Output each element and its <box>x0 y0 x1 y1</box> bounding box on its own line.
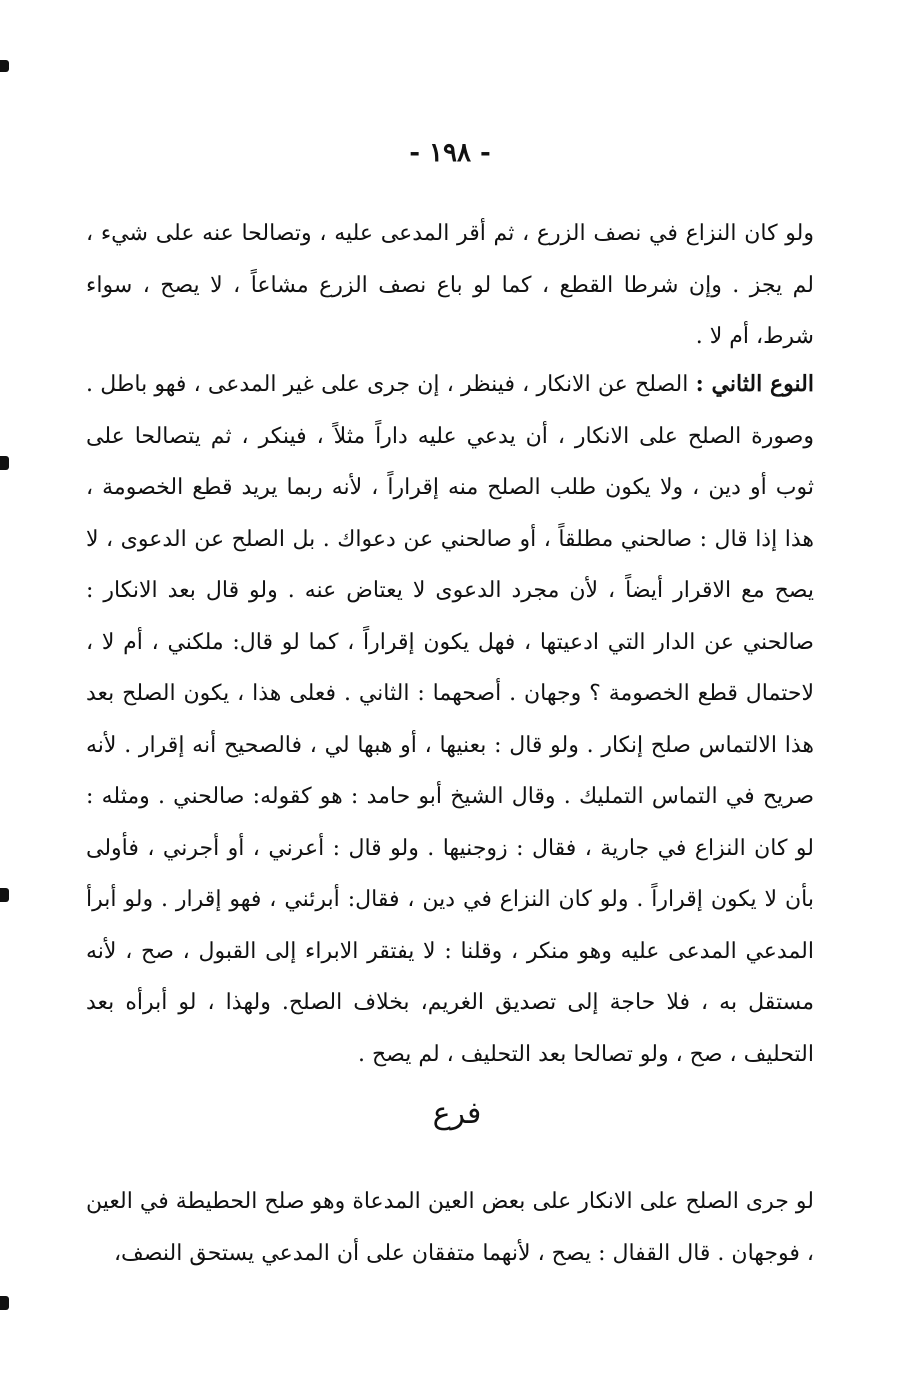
section-heading: فرع <box>432 1096 482 1131</box>
paragraph-1-text: ولو كان النزاع في نصف الزرع ، ثم أقر المدعى عليه ، وتصالحا عنه على شيء ، لم يجز . وإن شرطا القطع ، كما لو باع نصف الزرع مشاعاً ، لا يصح ، سواء شرط، أم لا . <box>86 221 814 349</box>
paragraph-2-lead: النوع الثاني : <box>695 371 814 397</box>
paragraph-2-text: الصلح عن الانكار ، فينظر ، إن جرى على غير المدعى ، فهو باطل . وصورة الصلح على الانكار ، أن يدعي عليه داراً مثلاً ، فينكر ، ثم يتصالحا على ثوب أو دين ، ولا يكون طلب الصلح منه إقراراً ، لأنه ربما يريد قطع الخصومة ، هذا إذا قال : صالحني مطلقاً ، أو صالحني عن دعواك . بل الصلح عن الدعوى ، لا يصح مع الاقرار أيضاً ، لأن مجرد الدعوى لا يعتاض عنه . ولو قال بعد الانكار : صالحني عن الدار التي ادعيتها ، فهل يكون إقراراً ، كما لو قال: ملكني ، أم لا ، لاحتمال قطع الخصومة ؟ وجهان . أصحهما : الثاني . فعلى هذا ، يكون الصلح بعد هذا الالتماس صلح إنكار . ولو قال : بعنيها ، أو هبها لي ، فالصحيح أنه إقرار . لأنه صريح في التماس التمليك . وقال الشيخ أبو حامد : هو كقوله: صالحني . ومثله : لو كان النزاع في جارية ، فقال : زوجنيها . ولو قال : أعرني ، أو أجرني ، فأولى بأن لا يكون إقراراً . ولو كان النزاع في دين ، فقال: أبرئني ، فهو إقرار . ولو أبرأ المدعي المدعى عليه وهو منكر ، وقلنا : لا يفتقر الابراء إلى القبول ، صح ، لأنه مستقل به ، فلا حاجة إلى تصديق الغريم، بخلاف الصلح. ولهذا ، لو أبرأه بعد التحليف ، صح ، ولو تصالحا بعد التحليف ، لم يصح . <box>86 372 814 1067</box>
scan-edge-mark-1 <box>0 60 9 72</box>
paragraph-2-container <box>86 359 814 1080</box>
paragraph-3-text: لو جرى الصلح على الانكار على بعض العين المدعاة وهو صلح الحطيطة في العين ، فوجهان . قال القفال : يصح ، لأنهما متفقان على أن المدعي يستحق النصف، <box>86 1189 814 1266</box>
scan-edge-mark-3 <box>0 888 9 902</box>
scan-edge-mark-2 <box>0 456 9 470</box>
paragraph-2 <box>86 359 814 1080</box>
scan-edge-mark-4 <box>0 1296 9 1310</box>
paragraph-3 <box>86 1176 814 1279</box>
page-number: - ١٩٨ - <box>409 138 491 168</box>
paragraph-1 <box>86 208 814 363</box>
